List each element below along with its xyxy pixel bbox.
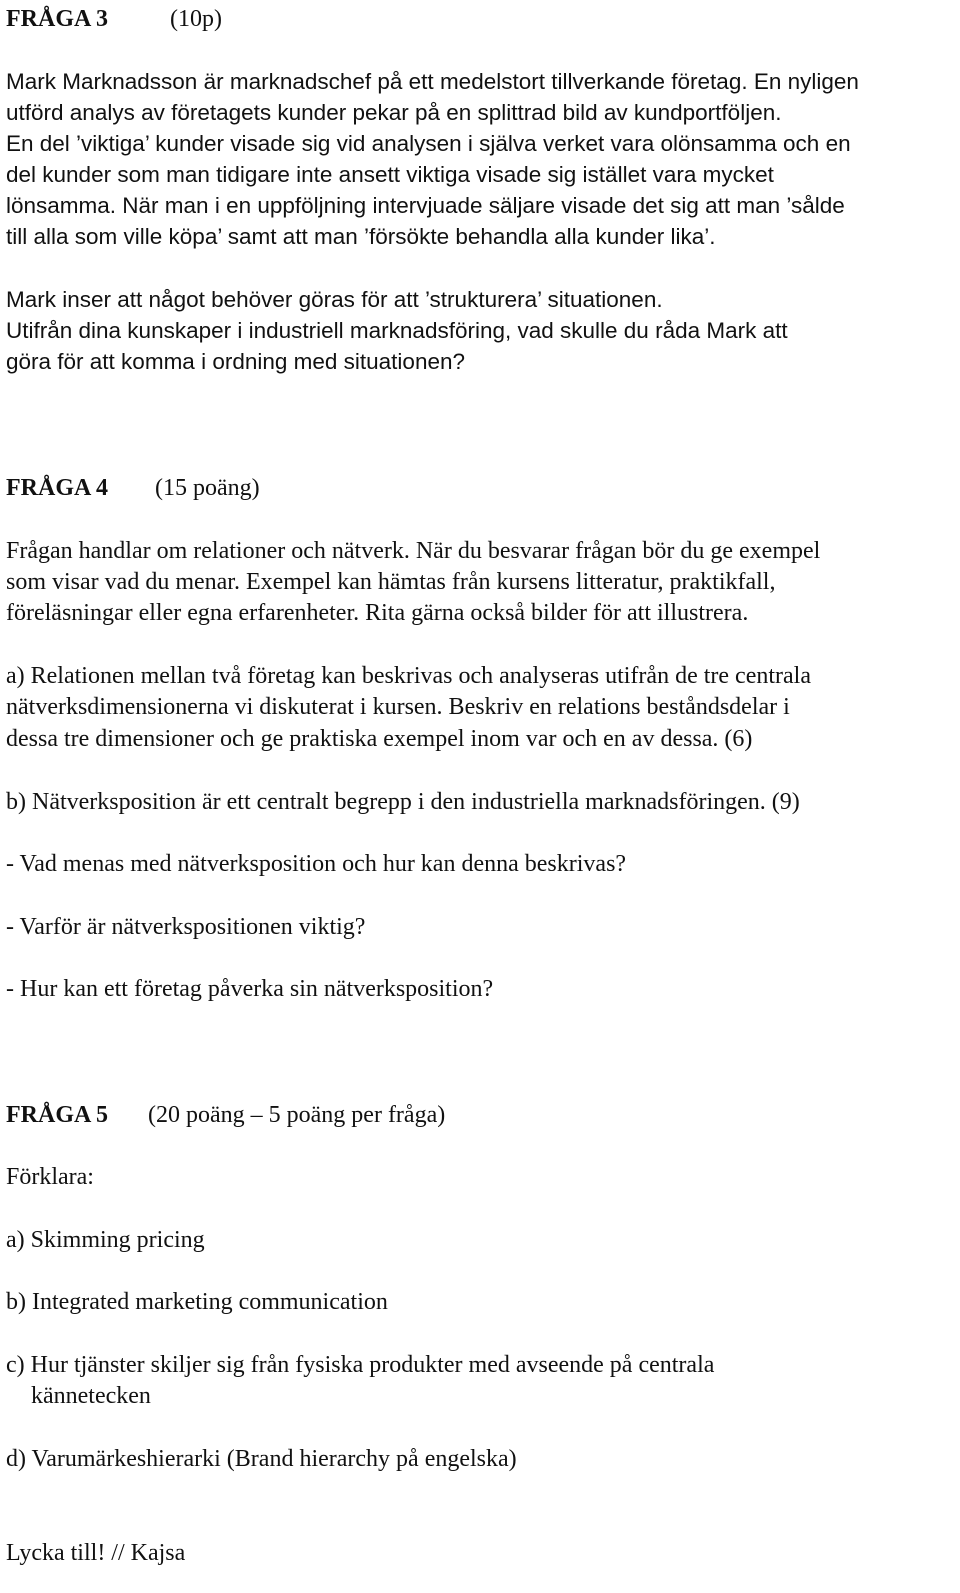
question-4-text-line: nätverksdimensionerna vi diskuterat i kursen. Beskriv en relations beståndsdelar i: [6, 694, 790, 720]
question-3-text-line: lönsamma. När man i en uppföljning intervjuade säljare visade det sig att man ’sålde: [6, 193, 845, 218]
question-3-text-line: Mark Marknadsson är marknadschef på ett medelstort tillverkande företag. En nyligen: [6, 69, 859, 94]
question-5-text-line: Förklara:: [6, 1164, 94, 1190]
question-4-text-line: b) Nätverksposition är ett centralt begrepp i den industriella marknadsföringen. (9): [6, 789, 800, 815]
question-4-text-line: dessa tre dimensioner och ge praktiska exempel inom var och en av dessa. (6): [6, 726, 753, 752]
question-4-text-line: - Hur kan ett företag påverka sin nätverksposition?: [6, 976, 494, 1002]
question-4-heading: [6, 472, 260, 504]
question-3-text-line: till alla som ville köpa’ samt att man ’försökte behandla alla kunder lika’.: [6, 224, 716, 249]
question-5-heading: [6, 1099, 446, 1131]
question-3-heading: [6, 3, 222, 35]
question-3-text-line: del kunder som man tidigare inte ansett viktiga visade sig istället vara mycket: [6, 162, 774, 187]
question-3-points: (10p): [170, 6, 222, 32]
question-4-points: (15 poäng): [155, 475, 260, 501]
question-5-text-line: a) Skimming pricing: [6, 1227, 205, 1253]
question-4-title: FRÅGA 4: [6, 475, 108, 501]
question-3-text-line: Utifrån dina kunskaper i industriell marknadsföring, vad skulle du råda Mark att: [6, 318, 788, 343]
question-3-text-line: Mark inser att något behöver göras för att ’strukturera’ situationen.: [6, 287, 663, 312]
closing-signature: Lycka till! // Kajsa: [6, 1540, 186, 1566]
question-5-text-line: b) Integrated marketing communication: [6, 1289, 388, 1315]
question-3-text-line: utförd analys av företagets kunder pekar på en splittrad bild av kundportföljen.: [6, 100, 782, 125]
question-5-text-line: d) Varumärkeshierarki (Brand hierarchy på engelska): [6, 1446, 517, 1472]
question-4-text-line: som visar vad du menar. Exempel kan hämtas från kursens litteratur, praktikfall,: [6, 569, 776, 595]
question-4-text-line: a) Relationen mellan två företag kan beskrivas och analyseras utifrån de tre centrala: [6, 663, 811, 689]
question-4-text-line: föreläsningar eller egna erfarenheter. Rita gärna också bilder för att illustrera.: [6, 600, 749, 626]
question-5-points: (20 poäng – 5 poäng per fråga): [148, 1102, 446, 1128]
question-4-text-line: - Vad menas med nätverksposition och hur kan denna beskrivas?: [6, 851, 627, 877]
question-5-title: FRÅGA 5: [6, 1102, 108, 1128]
question-3-title: FRÅGA 3: [6, 6, 108, 32]
question-3-text-line: göra för att komma i ordning med situationen?: [6, 349, 465, 374]
question-4-text-line: Frågan handlar om relationer och nätverk. När du besvarar frågan bör du ge exempel: [6, 538, 821, 564]
question-4-text-line: - Varför är nätverkspositionen viktig?: [6, 914, 366, 940]
question-3-text-line: En del ’viktiga’ kunder visade sig vid analysen i själva verket vara olönsamma och en: [6, 131, 851, 156]
question-5-text-line: c) Hur tjänster skiljer sig från fysiska produkter med avseende på centrala: [6, 1352, 715, 1378]
question-5-text-line: kännetecken: [31, 1383, 151, 1409]
